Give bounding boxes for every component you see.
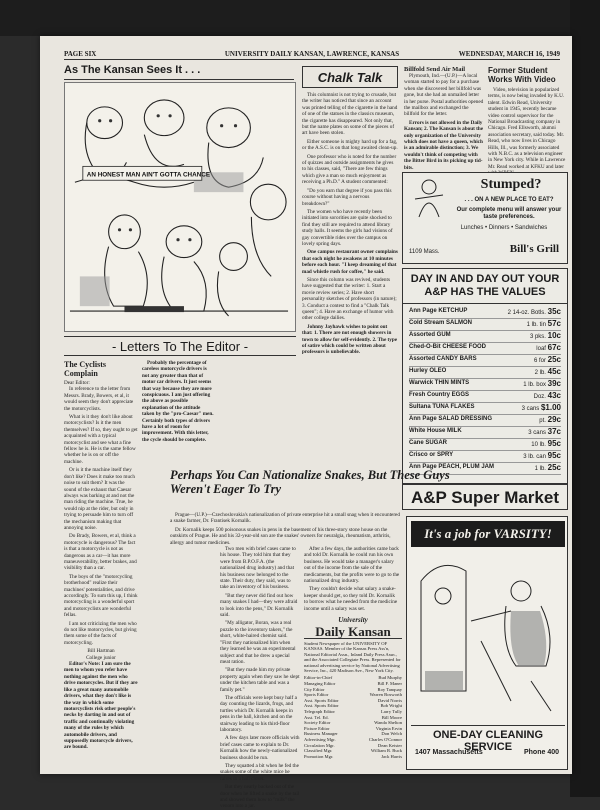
staff-name: David Norris [377,697,402,703]
chalk-paragraph: The women who have recently been initiated into sororities are quite shocked to find they still are required to attend library study halls. It seems the girls had visions of gay convertible rides over the campus on lovely spring days. [302,208,393,247]
grill-line1: . . . ON A NEW PLACE TO EAT? [464,197,554,203]
staff-name: Wanda Shelton [374,720,402,726]
ap-item-qty: 3 lb. can [523,454,546,460]
airmail-paragraph: Errors is not allowed in the Daily Kansan; 2. The Kansan is about the only organization of the University which does not have a queen, which is an admirable distinction; 3. We wouldn't think of competing with the Bitter Bird in its picking up tid-bits. [404,119,484,171]
staff-name: Bill F. Maner [377,681,402,687]
ap-item-qty: 1 lb. [534,466,546,472]
ap-item [409,439,561,451]
staff-name: Don Welch [381,731,402,737]
chalk-paragraph: One professor who is noted for the number of quizzes and outside assignments he gives to his classes, said, "There are few things which give a man so much enjoyment as receiving a Ph.D." A student commented: [302,153,397,186]
ap-item-name: Ann Page KETCHUP [409,308,468,314]
staff-role: Classified Mgr. [304,748,333,754]
ap-item-price: 67c [547,343,561,352]
varsity-phone: Phone 400 [523,749,559,756]
airmail-paragraph: Plymouth, Ind.—(U.P.)—A local woman started to pay for a purchase when she discovered her billfold was gone, but she had an unmailed letter in her purse. Postal authorities opened the mailbox and exchanged the billfold for the letter. [404,73,484,118]
ap-item-qty: 3 cans [528,430,546,436]
ap-item-qty: Doz. [533,394,546,400]
scan-border-right [570,0,600,797]
staff-role: Asst. Sports Editor [304,697,339,703]
letter-paragraph: In reference to the letter from Messrs. Brady, Bowers, et al, it would seem they don't appreciate the motorcyclists. [64,386,134,412]
snakes-paragraph: After a few days, the authorities came back and told Dr. Kornalik he could run his own business. He would take a manager's salary out of the income from the sale of the medicaments, but the profits were to go to the nationalized drug industry. [304,546,400,585]
snakes-paragraph: Prague—(U.P.)—Czechoslovakia's nationalization of private enterprise hit a small snag when it encountered a snake farmer, Dr. Frantisek Kornalik. [170,512,400,525]
ap-item-qty: 1 lb. box [523,382,546,388]
dk-staff-list [304,675,402,759]
ap-item-price: 43c [547,391,561,400]
ap-item-name: Cold Stream SALMON [409,320,473,326]
staff-name: Jack Harris [381,753,402,759]
grill-figure-illustration [411,177,447,221]
snakes-paragraph: They squatted a bit when he fed the snakes some of the white mice he raises in a hall closet. [220,763,299,782]
ap-item [409,331,561,343]
ap-item-price: 25c [547,355,561,364]
chalk-paragraph: One campus restaurant owner complains that each night he awakens at 10 minutes before each hour. "I keep dreaming of that mad whistle rush for coffee," he said. [302,249,398,275]
snakes-paragraph: "But they never did find out how many snakes I had—they were afraid to look into the pens," Dr. Kornalik said. [220,592,298,619]
staff-name: Warren Bosworth [369,692,402,698]
staff-role: Promotion Mgr. [304,753,334,759]
ap-item-price: 25c [547,463,561,472]
snakes-paragraph: They couldn't decide what salary a snake-keeper should get, so they told Dr. Kornalik to borrow what he needed from the medicine income until a salary was set. [304,586,398,612]
ap-item-qty: 1 lb. tin [526,322,546,328]
grill-line2: Our complete menu will answer your taste preferences. [456,207,562,220]
ap-item-qty: 2 lb. [534,370,546,376]
ap-item-price: 10c [547,331,561,340]
chalk-paragraph: Either someone is mighty hard up for a fag, or the A.S.C. is on that long awaited clean-up. [302,138,398,152]
ap-item-name: Assorted GUM [409,332,451,338]
varsity-headline: It's a job for VARSITY! [411,521,565,547]
snakes-paragraph: Dr. Kornalik keeps 500 poisonous snakes in pens in the basement of his three-story stone house on the outskirts of Prague. He and his 32-year-old son are the snakes' owners for neuralgia, rheumatism, arthritis, allergy and tumor medicines. [170,526,391,546]
former-student-headline: Former Student Works With Video [488,66,556,84]
ap-item-name: White House MILK [409,428,462,434]
ap-item-qty: pt. [539,418,546,424]
snakes-paragraph: A few days later more officials with brief cases came to explain to Dr. Kornalik how the newly-nationalized business should be run. [220,735,300,761]
staff-name: Larry Tully [380,709,402,714]
letters-header: - Letters To The Editor - [64,336,296,356]
varsity-service: ONE-DAY CLEANING SERVICE [411,725,565,753]
chalk-talk-column [302,92,398,462]
grill-line3: Lunches • Dinners • Sandwiches [460,225,548,231]
ap-item [409,343,561,355]
chalk-paragraph: "Do you earn that degree if you pass this course without having a nervous breakdown?" [302,187,392,207]
snakes-headline: Perhaps You Can Nationalize Snakes, But These Guys Weren't Eager To Try [170,468,450,496]
letter-paragraph: The boys of the "motorcycling brotherhood" realize their machines' potentialities, and drive accordingly. To sum this up, I think motorcycling is a wonderful sport and motorcyclists are wonderful fellas. [64,573,138,619]
ap-item-name: Cane SUGAR [409,440,448,446]
ap-item [409,367,561,379]
staff-role: Asst. Tel. Ed. [304,714,329,720]
newspaper-page [40,36,572,810]
grill-address: 1109 Mass. [409,249,440,255]
page-masthead [64,48,560,60]
staff-role: Business Manager [304,731,338,737]
snakes-paragraph: "But they made him my private property again when they saw he slept under the kitchen table and was a family pet." [220,667,300,693]
ap-footer: A&P Super Market [403,483,567,509]
ap-item [409,403,561,415]
chalk-paragraph: Since this column was revived, students have suggested that the writer: 1. Start a movie review series; 2. Have short personality sketches of professors (in nature); 3. Conduct a contest to find a "Chalk Talk queen"; 4. Have an exchange of humor with other college dailies. [302,276,397,322]
letter-paragraph: Do Brady, Bowers, et al, think a motorcycle is dangerous? The fact is that a motorcycle is not as dangerous as a car—it has more maneuverability, better brakes, and visibility than a car. [64,533,137,572]
staff-name: Roy Tanquay [377,686,402,692]
airmail-headline: Billfold Send Air Mail [404,66,466,73]
chalk-paragraph: This columnist is not trying to crusade, but the writer has noticed that since an account was printed telling of the cigarette in the hand of one of the statues in the classics museum, the cigarette has disappeared. Not only that, but the name plates on some of the pieces of art have been stolen. [302,92,398,137]
ap-item [409,415,561,427]
ap-item-name: Crisco or SPRY [409,452,454,458]
ap-item-name: Sultana TUNA FLAKES [409,404,475,410]
staff-role: Telegraph Editor [304,709,335,714]
letter-title: The Cyclists Complain [64,360,106,378]
editorial-cartoon [64,82,296,332]
chalk-talk-header: Chalk Talk [302,66,398,88]
staff-name: Dean Keister [377,742,402,748]
staff-name: Bud Murphy [378,675,402,681]
snakes-paragraph: But they nearly backed out of the door when he lifted a snake by the tail and showed them how to "milk" the venom into a jar. [220,784,300,810]
editor-note: Editor's Note: I am sure the men to whom you refer have nothing against the men who drive motorcycles. But if they are like a great many automobile drivers, what they don't like is the way in which some motorcyclists risk other people's necks by darting in and out of traffic and continually violating many of the rules by which automobile drivers, and supposedly motorcycle drivers, are bound. [64,661,138,751]
ap-item-name: Ched-O-Bit CHEESE FOOD [409,344,487,350]
snakes-column-1 [220,546,300,810]
staff-role: Picture Editor [304,725,330,731]
grill-headline: Stumped? [480,177,542,192]
ap-item-name: Ann Page SALAD DRESSING [409,416,493,422]
letters-column [64,360,138,770]
staff-role: Editor-in-Chief [304,675,333,681]
ap-item-name: Assorted CANDY BARS [409,356,477,362]
ap-item-qty: 2 14-oz. Botls. [507,310,546,316]
daily-kansan-staff-box [304,614,402,794]
ap-item [409,379,561,391]
letter-paragraph: I am not criticizing the men who do not like motorcycles, but giving them some of the facts of motorcycling. [64,620,137,646]
ap-item-name: Hurley OLEO [409,368,447,374]
ap-item-name: Warwick THIN MINTS [409,380,470,386]
ap-item-qty: loaf [536,346,546,352]
snakes-paragraph: The officials were kept busy half a day counting the lizards, frogs, and turtles which Dr. Kornalik keeps in pens in the hall, kitchen and on the stairway leading to his third-floor laboratory. [220,694,297,733]
staff-name: Virginia Ervin [375,725,402,731]
scan-border-top [0,0,600,36]
ap-item-price: 29c [547,415,561,424]
grill-name: Bill's Grill [509,243,559,255]
cartoon-illustration [65,83,295,331]
page-number: PAGE SIX [64,50,97,58]
ap-item-price: 45c [547,367,561,376]
staff-role: Managing Editor [304,681,336,687]
ap-headline: DAY IN AND DAY OUT YOUR A&P HAS THE VALUES [403,269,567,304]
dk-description: Student Newspaper of the UNIVERSITY OF KANSAS. Member of the Kansas Press Ass'n, National Editorial Assn., Inland Daily Press Assn., and the Associated Collegiate Press. Represented for national advertising service by National Advertising Service, Inc., 420 Madison Ave., New York City. [304,641,401,674]
staff-role: Circulation Mgr. [304,742,335,748]
ap-item-qty: 3 pks. [529,334,546,340]
ap-item-price: 39c [547,379,561,388]
ap-item [409,451,561,463]
staff-role: Advertising Mgr. [304,736,336,742]
ap-item [409,355,561,367]
ap-item-price: 57c [547,319,561,328]
letter-greeting: Dear Editor: [64,380,90,386]
snakes-paragraph: Two men with brief cases came to his house. They told him that they were from B.P.O.F.A. (the nationalized drug industry) and that his business now belonged to the state. Their duty, they said, was to take an inventory of his business. [220,546,296,591]
staff-name: William R. Buck [370,748,402,754]
dk-prefix: University [338,616,368,624]
snakes-paragraph: "My alligator, Boran, was a real puzzle to the inventory takers," the short, white-haired chemist said. "First they nationalized him when they learned he was an experimental subject and that he drew a special meat ration. [220,620,296,665]
ap-item [409,319,561,331]
dk-title: Daily Kansan [304,626,402,639]
staff-role: City Editor [304,686,325,692]
ap-item [409,391,561,403]
ap-item-price: 37c [547,427,561,436]
former-student-body: Video, television in popularized terms, is now being invaded by K.U. talent. Edwin Read, University student in 1945, recently became video control supervisor for the National Broadcasting company in Chicago. Fred Ellsworth, alumni association secretary, said today. Mr. Read, who now lives in Chicago Hills, Ill., was formerly associated with N.B.C. as a television engineer in New York city. While in Lawrence Mr. Read worked at KFKU and later [488,87,566,170]
ap-item-price: $1.00 [540,403,561,412]
editor-note-continued: Probably the percentage of careless motorcycle drivers is not any greater than that of motor car drivers. It just seems that way because they are more conspicuous. I am just offering the above as possible explanation of the attitude taken by the "pro-Caesar" men. Certainly both types of drivers have a lot of room for improvement. With this letter, the cycle should be complete. [142,360,214,443]
ap-item-qty: 10 lb. [531,442,546,448]
letter-paragraph: Or is it the machine itself they don't like? Does it make too much noise to suit them? It was the sound of the exhaust that Caesar always was barking at and not the man riding the machine. True, he would nip at the rider, but only in trying to persuade him to turn off the mechanism making that annoying noise. [64,467,135,531]
paper-title: UNIVERSITY DAILY KANSAN, LAWRENCE, KANSAS [224,50,400,58]
ap-item-name: Fresh Country EGGS [409,392,470,398]
staff-role: Sports Editor [304,692,329,698]
staff-role: Society Editor [304,720,331,726]
staff-name: Bob Wright [380,703,402,709]
ap-item-qty: 6 for [533,358,546,364]
cartoon-header: As The Kansan Sees It . . . [64,64,294,80]
issue-date: WEDNESDAY, MARCH 16, 1949 [458,50,560,58]
snakes-column-2 [304,546,400,612]
letters-column-continued [142,360,214,460]
staff-role: Asst. Sports Editor [304,703,339,709]
ap-item [409,427,561,439]
varsity-illustration [411,551,565,721]
ap-item-price: 95c [547,439,561,448]
ap-item-price: 95c [547,451,561,460]
ap-item [409,307,561,319]
chalk-paragraph: Johnny Jayhawk wishes to point out that: 1. There are not enough showers in town to allow for self-evidently. 2. The type of satire which could be written about professors is unbelievable. [302,323,398,356]
bills-grill-ad [402,172,568,264]
ap-item-price: 35c [547,307,561,316]
cartoon-caption: AN HONEST MAN AIN'T GOTTA CHANCE [86,171,211,179]
ap-item-list [403,304,567,482]
ap-item-name: Ann Page PEACH, PLUM JAM [409,464,495,470]
staff-name: Charles O'Connor [368,736,402,742]
varsity-cleaners-ad [406,516,568,770]
letter-signature: Bill Hartman [87,648,115,655]
ap-item-qty: 3 cans [521,406,540,412]
staff-row [304,754,402,760]
varsity-address: 1407 Massachusetts [415,749,483,756]
staff-name: Bill Moore [381,714,402,720]
letter-signature-title: College junior [86,654,116,661]
letter-paragraph: What is it they don't like about motorcyclists? Is it the men themselves? If so, they ought to get acquainted with a typical motorcyclist and see what a fine fellow he is. He is the same fellow whether he is on or off the machine. [64,414,138,465]
